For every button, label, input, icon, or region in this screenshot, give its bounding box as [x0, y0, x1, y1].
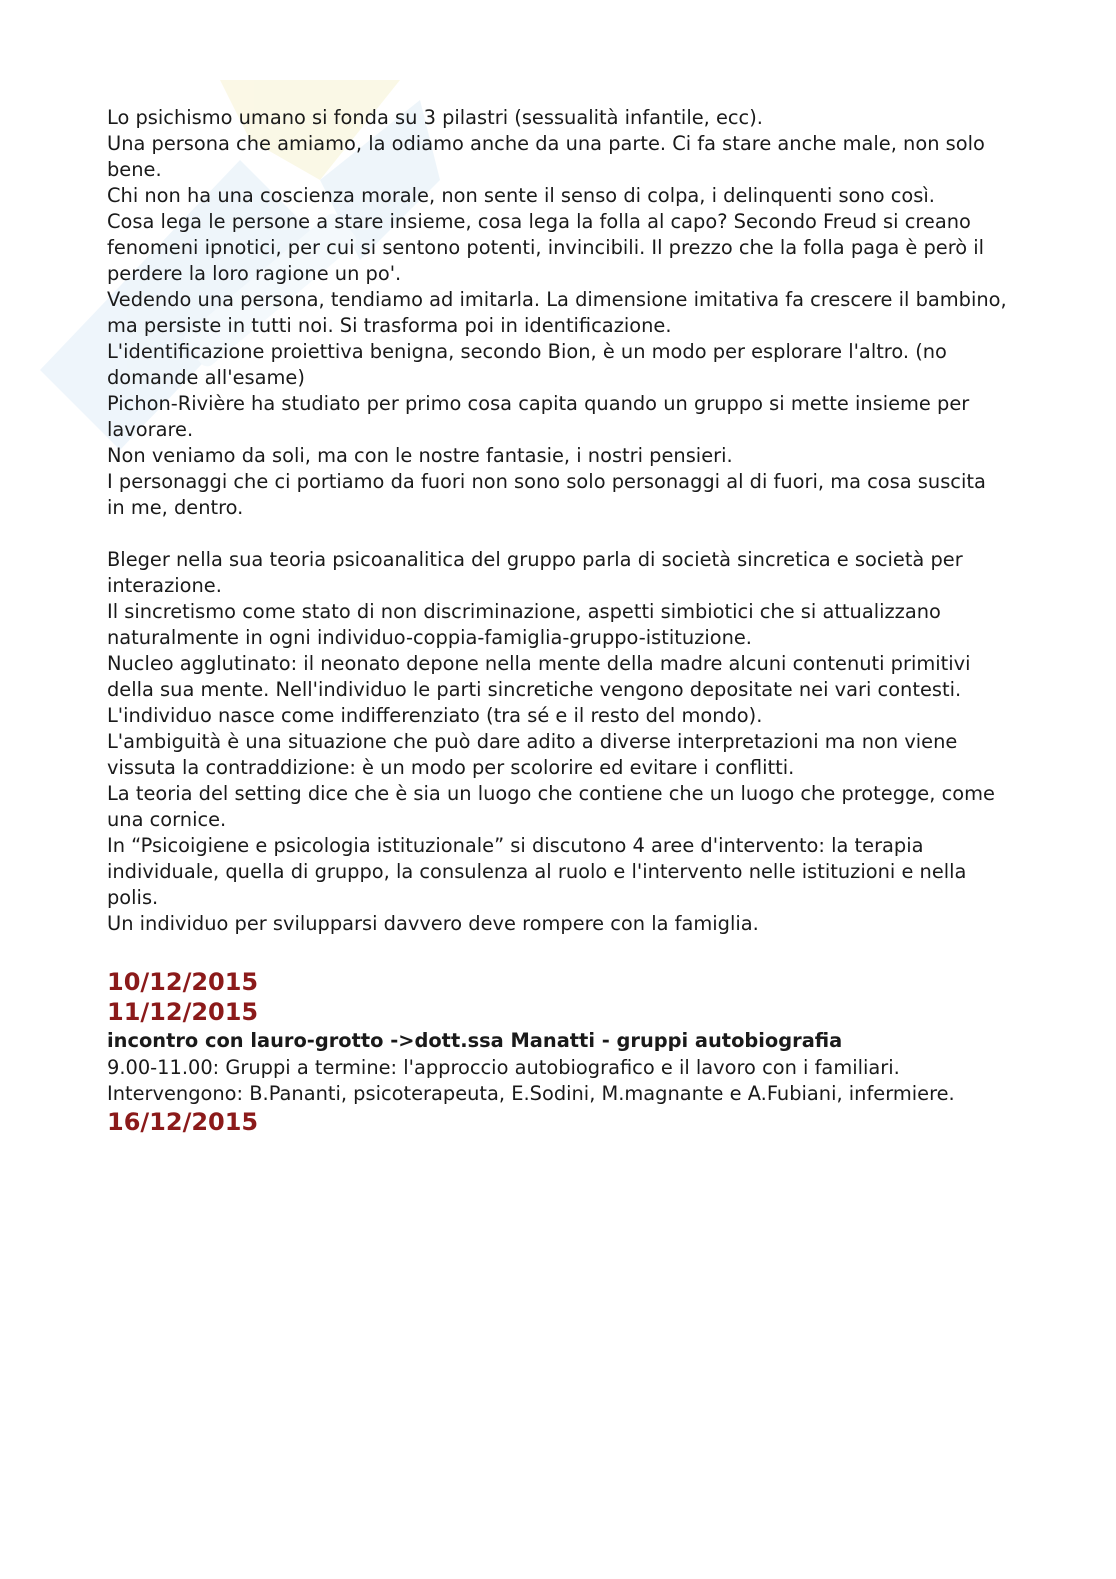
section-part2 — [107, 547, 1007, 937]
blank-line — [107, 937, 1007, 967]
paragraph: Un individuo per svilupparsi davvero deve rompere con la famiglia. — [107, 912, 759, 935]
paragraph: Una persona che amiamo, la odiamo anche da una parte. Ci fa stare anche male, non solo bene. — [107, 132, 985, 181]
event-title: incontro con lauro-grotto ->dott.ssa Manatti - gruppi autobiografia — [107, 1029, 843, 1052]
paragraph: Il sincretismo come stato di non discriminazione, aspetti simbiotici che si attualizzano naturalmente in ogni individuo-coppia-famiglia-gruppo-istituzione. — [107, 600, 941, 649]
paragraph: Chi non ha una coscienza morale, non sente il senso di colpa, i delinquenti sono così. — [107, 184, 935, 207]
paragraph: Non veniamo da soli, ma con le nostre fantasie, i nostri pensieri. — [107, 444, 733, 467]
paragraph: I personaggi che ci portiamo da fuori non sono solo personaggi al di fuori, ma cosa suscita in me, dentro. — [107, 470, 986, 519]
date-heading: 11/12/2015 — [107, 998, 259, 1026]
event-schedule: 9.00-11.00: Gruppi a termine: l'approccio autobiografico e il lavoro con i familiari. — [107, 1056, 900, 1079]
paragraph: Vedendo una persona, tendiamo ad imitarla. La dimensione imitativa fa crescere il bambino, ma persiste in tutti noi. Si trasforma poi in identificazione. — [107, 288, 1007, 337]
paragraph: L'identificazione proiettiva benigna, secondo Bion, è un modo per esplorare l'altro. (no domande all'esame) — [107, 340, 947, 389]
date-heading: 16/12/2015 — [107, 1108, 259, 1136]
paragraph: In “Psicoigiene e psicologia istituzionale” si discutono 4 aree d'intervento: la terapia individuale, quella di gruppo, la consulenza al ruolo e l'intervento nelle istituzioni e nella polis. — [107, 834, 967, 909]
paragraph: Pichon-Rivière ha studiato per primo cosa capita quando un gruppo si mette insieme per lavorare. — [107, 392, 970, 441]
paragraph: La teoria del setting dice che è sia un luogo che contiene che un luogo che protegge, come una cornice. — [107, 782, 995, 831]
event-speakers: Intervengono: B.Pananti, psicoterapeuta, E.Sodini, M.magnante e A.Fubiani, infermiere. — [107, 1082, 955, 1105]
paragraph: L'ambiguità è una situazione che può dare adito a diverse interpretazioni ma non viene vissuta la contraddizione: è un modo per scolorire ed evitare i conflitti. — [107, 730, 958, 779]
paragraph: L'individuo nasce come indifferenziato (tra sé e il resto del mondo). — [107, 704, 763, 727]
document-body — [107, 105, 1007, 1137]
paragraph: Nucleo agglutinato: il neonato depone nella mente della madre alcuni contenuti primitivi della sua mente. Nell'individuo le parti sincretiche vengono depositate nei vari contesti. — [107, 652, 971, 701]
paragraph: Cosa lega le persone a stare insieme, cosa lega la folla al capo? Secondo Freud si creano fenomeni ipnotici, per cui si sentono potenti, invincibili. Il prezzo che la folla paga è però il perdere la loro ragione un po'. — [107, 210, 985, 285]
paragraph: Bleger nella sua teoria psicoanalitica del gruppo parla di società sincretica e società per interazione. — [107, 548, 963, 597]
paragraph: Lo psichismo umano si fonda su 3 pilastri (sessualità infantile, ecc). — [107, 106, 763, 129]
date-heading: 10/12/2015 — [107, 968, 259, 996]
blank-line — [107, 521, 1007, 547]
section-part1 — [107, 105, 1007, 521]
